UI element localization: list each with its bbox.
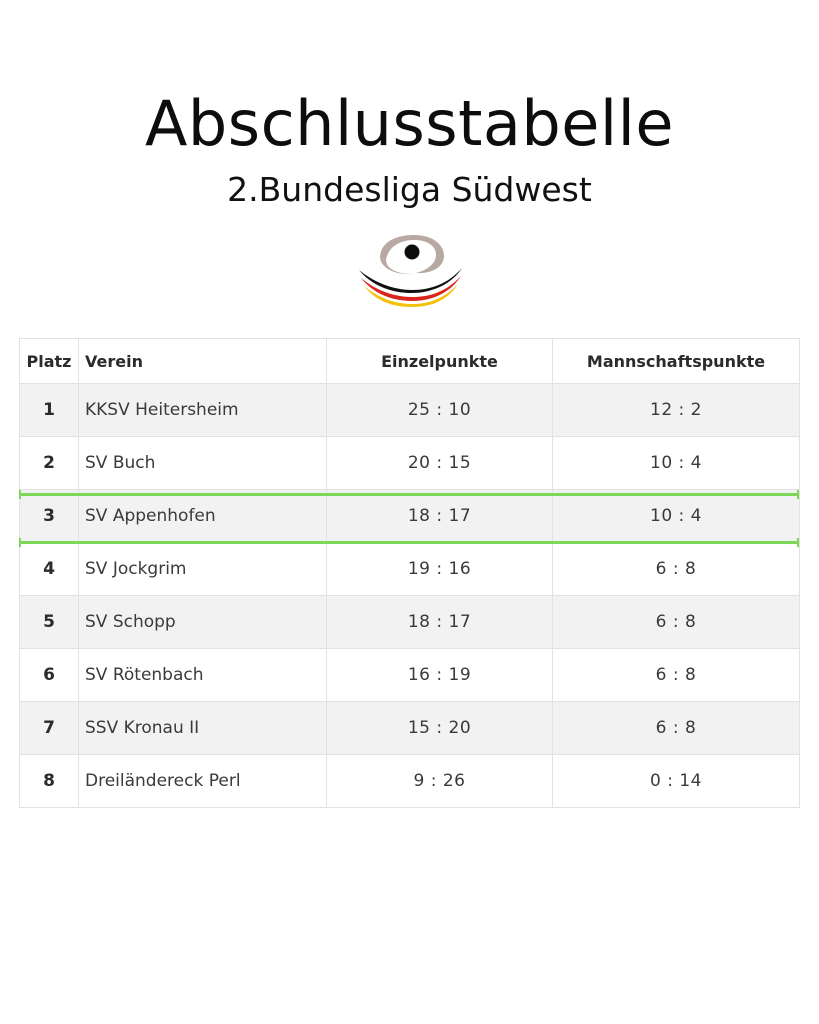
- table-row: [20, 649, 800, 702]
- table-header-row: [20, 339, 800, 384]
- cell-mannschaftspunkte: 6 : 8: [553, 649, 800, 702]
- cell-einzelpunkte: 9 : 26: [327, 755, 553, 808]
- header-platz: Platz: [20, 339, 79, 384]
- cell-mannschaftspunkte: 6 : 8: [553, 596, 800, 649]
- standings-table: [19, 338, 800, 808]
- cell-verein: SV Buch: [79, 437, 327, 490]
- cell-mannschaftspunkte: 10 : 4: [553, 490, 800, 543]
- cell-verein: SV Jockgrim: [79, 543, 327, 596]
- cell-mannschaftspunkte: 6 : 8: [553, 543, 800, 596]
- cell-verein: KKSV Heitersheim: [79, 384, 327, 437]
- target-eye-flag-logo-icon: [356, 232, 464, 308]
- cell-einzelpunkte: 25 : 10: [327, 384, 553, 437]
- cell-mannschaftspunkte: 12 : 2: [553, 384, 800, 437]
- cell-einzelpunkte: 15 : 20: [327, 702, 553, 755]
- cell-verein: SV Rötenbach: [79, 649, 327, 702]
- cell-mannschaftspunkte: 0 : 14: [553, 755, 800, 808]
- table-row: [20, 702, 800, 755]
- cell-platz: 3: [20, 490, 79, 543]
- cell-einzelpunkte: 16 : 19: [327, 649, 553, 702]
- cell-einzelpunkte: 20 : 15: [327, 437, 553, 490]
- page-subtitle: 2.Bundesliga Südwest: [227, 170, 592, 209]
- cell-platz: 2: [20, 437, 79, 490]
- header-mannschaftspunkte: Mannschaftspunkte: [553, 339, 800, 384]
- cell-platz: 5: [20, 596, 79, 649]
- standings-table-container: [19, 338, 799, 808]
- cell-mannschaftspunkte: 10 : 4: [553, 437, 800, 490]
- cell-verein: SSV Kronau II: [79, 702, 327, 755]
- highlight-line-top: [19, 493, 799, 496]
- header-verein: Verein: [79, 339, 327, 384]
- cell-verein: Dreiländereck Perl: [79, 755, 327, 808]
- page-title: Abschlusstabelle: [145, 87, 674, 160]
- cell-platz: 8: [20, 755, 79, 808]
- table-row-highlighted: [20, 490, 800, 543]
- highlight-line-bottom: [19, 541, 799, 544]
- table-row: [20, 596, 800, 649]
- cell-platz: 7: [20, 702, 79, 755]
- cell-einzelpunkte: 19 : 16: [327, 543, 553, 596]
- cell-platz: 6: [20, 649, 79, 702]
- cell-verein: SV Appenhofen: [79, 490, 327, 543]
- cell-einzelpunkte: 18 : 17: [327, 490, 553, 543]
- header-einzelpunkte: Einzelpunkte: [327, 339, 553, 384]
- table-row: [20, 384, 800, 437]
- table-row: [20, 755, 800, 808]
- cell-platz: 1: [20, 384, 79, 437]
- cell-platz: 4: [20, 543, 79, 596]
- cell-mannschaftspunkte: 6 : 8: [553, 702, 800, 755]
- cell-einzelpunkte: 18 : 17: [327, 596, 553, 649]
- table-row: [20, 437, 800, 490]
- table-row: [20, 543, 800, 596]
- cell-verein: SV Schopp: [79, 596, 327, 649]
